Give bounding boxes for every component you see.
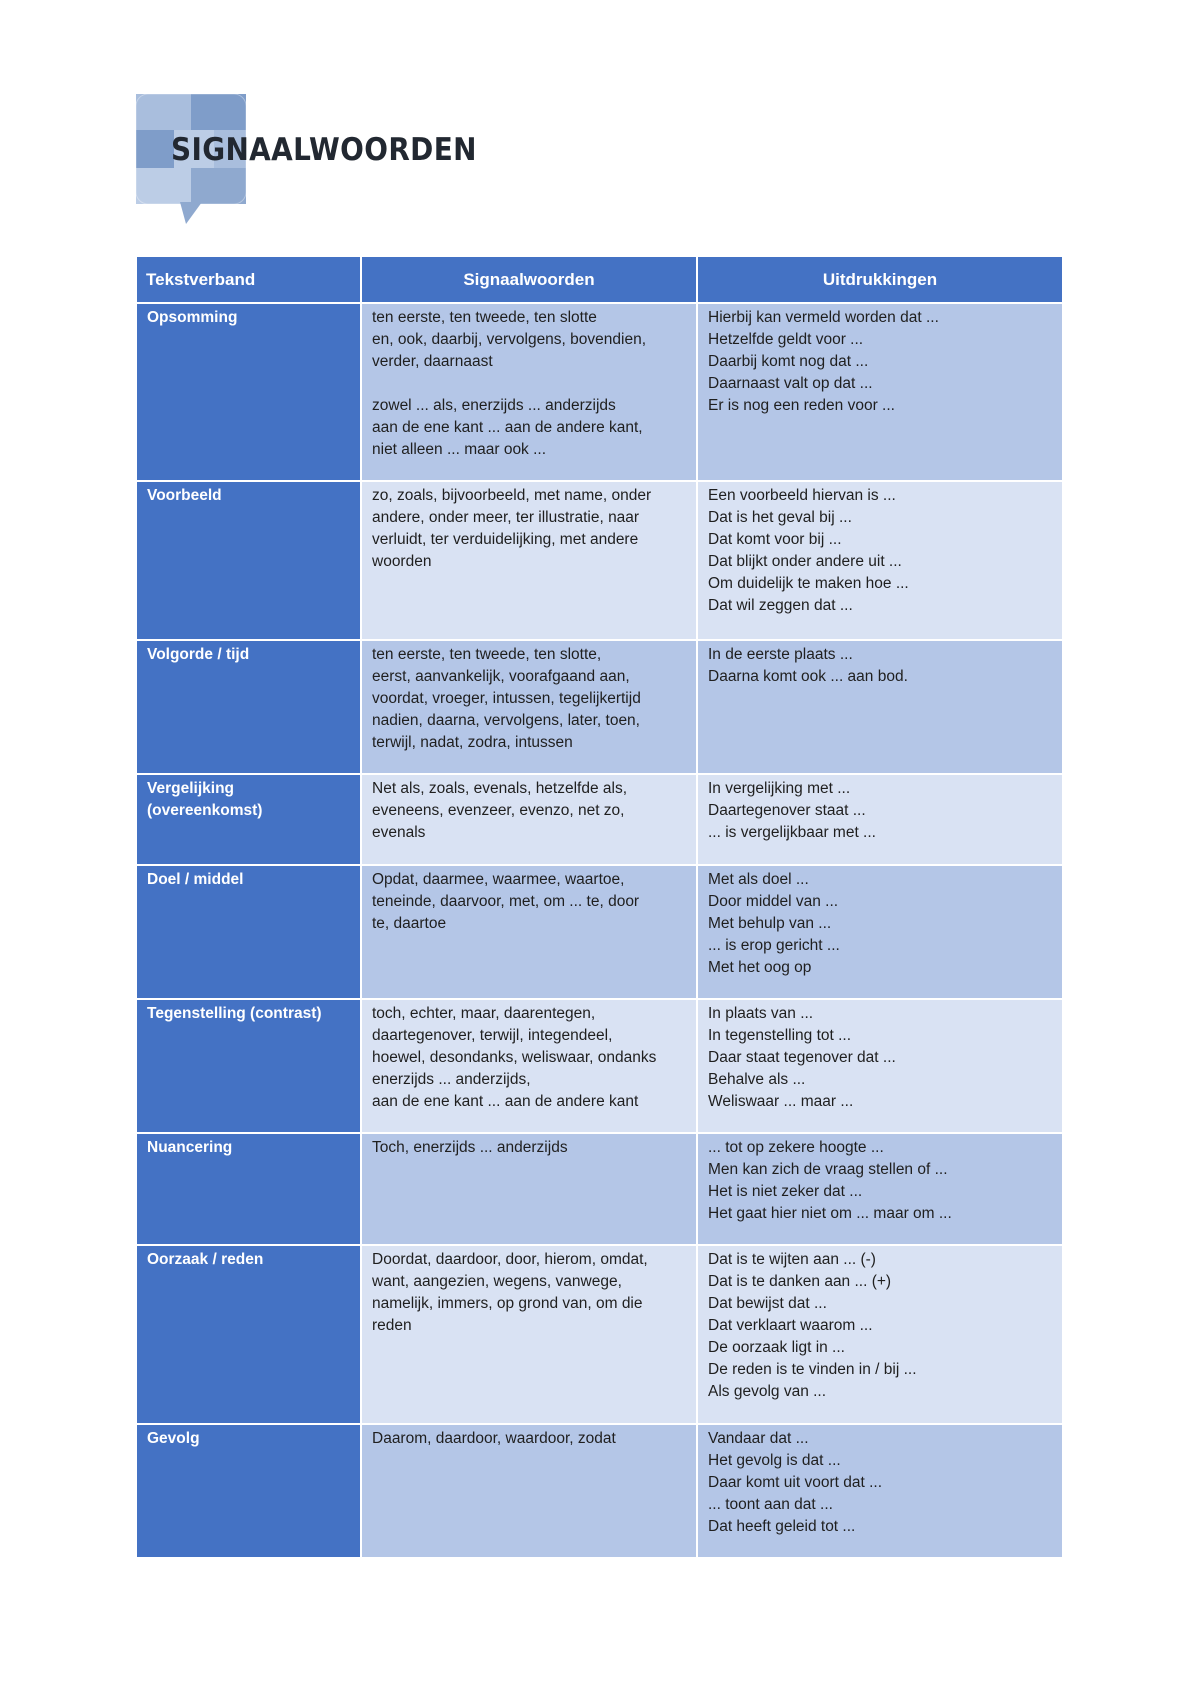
expression-line: Hierbij kan vermeld worden dat ... — [708, 309, 939, 326]
expression-line: Daartegenover staat ... — [708, 802, 866, 819]
signal-word-line: nadien, daarna, vervolgens, later, toen, — [372, 712, 640, 729]
expression-line: Dat komt voor bij ... — [708, 531, 842, 548]
signal-word-line: niet alleen ... maar ook ... — [372, 441, 547, 458]
expression-line: Het gevolg is dat ... — [708, 1452, 841, 1469]
signal-word-line: ten eerste, ten tweede, ten slotte — [372, 309, 597, 326]
row-label: Doel / middel — [137, 865, 361, 999]
signal-word-line: andere, onder meer, ter illustratie, naar — [372, 509, 640, 526]
signal-word-line: want, aangezien, wegens, vanwege, — [372, 1273, 622, 1290]
expression-line: Met als doel ... — [708, 871, 809, 888]
expression-line: Daar komt uit voort dat ... — [708, 1474, 883, 1491]
expressions-cell — [697, 999, 1062, 1133]
signal-word-line: zo, zoals, bijvoorbeeld, met name, onder — [372, 487, 652, 504]
row-label: Opsomming — [137, 303, 361, 481]
signal-word-line: eerst, aanvankelijk, voorafgaand aan, — [372, 668, 630, 685]
row-label: Vergelijking (overeenkomst) — [137, 774, 361, 865]
expressions-cell — [697, 640, 1062, 774]
signal-words-cell — [361, 1424, 697, 1558]
expression-line: Dat wil zeggen dat ... — [708, 597, 853, 614]
row-label: Gevolg — [137, 1424, 361, 1558]
expression-line: Om duidelijk te maken hoe ... — [708, 575, 909, 592]
signal-word-line: hoewel, desondanks, weliswaar, ondanks — [372, 1049, 657, 1066]
signal-words-cell — [361, 303, 697, 481]
signal-words-cell — [361, 865, 697, 999]
signal-word-line: aan de ene kant ... aan de andere kant, — [372, 419, 643, 436]
expression-line: Daarna komt ook ... aan bod. — [708, 668, 908, 685]
expression-line: Dat bewijst dat ... — [708, 1295, 827, 1312]
signal-word-line: ten eerste, ten tweede, ten slotte, — [372, 646, 602, 663]
signal-words-cell — [361, 1245, 697, 1424]
expression-line: Weliswaar ... maar ... — [708, 1093, 854, 1110]
signal-word-line: Doordat, daardoor, door, hierom, omdat, — [372, 1251, 648, 1268]
expression-line: Door middel van ... — [708, 893, 839, 910]
row-label: Tegenstelling (contrast) — [137, 999, 361, 1133]
expression-line: Vandaar dat ... — [708, 1430, 809, 1447]
expression-line: ... toont aan dat ... — [708, 1496, 833, 1513]
expression-line: Dat is te danken aan ... (+) — [708, 1273, 892, 1290]
expression-line: Met het oog op — [708, 959, 812, 976]
signal-word-line: Daarom, daardoor, waardoor, zodat — [372, 1430, 616, 1447]
signal-word-line: aan de ene kant ... aan de andere kant — [372, 1093, 639, 1110]
expression-line: ... is erop gericht ... — [708, 937, 840, 954]
header-tekstverband: Tekstverband — [137, 257, 361, 303]
signal-word-line: teneinde, daarvoor, met, om ... te, door — [372, 893, 640, 910]
table-row — [137, 303, 1062, 481]
signal-word-line: voordat, vroeger, intussen, tegelijkertijd — [372, 690, 641, 707]
table-row — [137, 1245, 1062, 1424]
signal-word-line: eveneens, evenzeer, evenzo, net zo, — [372, 802, 625, 819]
signal-word-line: toch, echter, maar, daarentegen, — [372, 1005, 596, 1022]
table-row — [137, 774, 1062, 865]
expression-line: In tegenstelling tot ... — [708, 1027, 852, 1044]
signal-word-line: verder, daarnaast — [372, 353, 493, 370]
header-signaalwoorden: Signaalwoorden — [361, 257, 697, 303]
expressions-cell — [697, 303, 1062, 481]
expression-line: In de eerste plaats ... — [708, 646, 853, 663]
signal-word-line: en, ook, daarbij, vervolgens, bovendien, — [372, 331, 647, 348]
table-row — [137, 865, 1062, 999]
signal-word-line: Net als, zoals, evenals, hetzelfde als, — [372, 780, 628, 797]
expression-line: In vergelijking met ... — [708, 780, 851, 797]
row-label: Voorbeeld — [137, 481, 361, 640]
signal-word-line: evenals — [372, 824, 426, 841]
expression-line: Dat heeft geleid tot ... — [708, 1518, 856, 1535]
expression-line: Het is niet zeker dat ... — [708, 1183, 863, 1200]
signal-words-cell — [361, 481, 697, 640]
table-row — [137, 1424, 1062, 1558]
expression-line: Dat blijkt onder andere uit ... — [708, 553, 902, 570]
signal-words-cell — [361, 1133, 697, 1245]
expression-line: Het gaat hier niet om ... maar om ... — [708, 1205, 952, 1222]
signal-words-cell — [361, 774, 697, 865]
table-row — [137, 481, 1062, 640]
expression-line: In plaats van ... — [708, 1005, 814, 1022]
expression-line: ... is vergelijkbaar met ... — [708, 824, 876, 841]
signal-word-line: Toch, enerzijds ... anderzijds — [372, 1139, 568, 1156]
signal-word-line: reden — [372, 1317, 412, 1334]
table-row — [137, 999, 1062, 1133]
expression-line: ... tot op zekere hoogte ... — [708, 1139, 884, 1156]
logo — [136, 94, 477, 228]
expressions-cell — [697, 865, 1062, 999]
expression-line: Dat verklaart waarom ... — [708, 1317, 873, 1334]
expression-line: Daarnaast valt op dat ... — [708, 375, 873, 392]
expressions-cell — [697, 774, 1062, 865]
row-label: Oorzaak / reden — [137, 1245, 361, 1424]
expressions-cell — [697, 1245, 1062, 1424]
table-row — [137, 1133, 1062, 1245]
expression-line: Een voorbeeld hiervan is ... — [708, 487, 896, 504]
expression-line: Daarbij komt nog dat ... — [708, 353, 869, 370]
table-header-row — [137, 257, 1062, 303]
expression-line: Dat is te wijten aan ... (-) — [708, 1251, 876, 1268]
signal-word-line: verluidt, ter verduidelijking, met andere — [372, 531, 639, 548]
table-row — [137, 640, 1062, 774]
signal-word-line: Opdat, daarmee, waarmee, waartoe, — [372, 871, 625, 888]
expressions-cell — [697, 1133, 1062, 1245]
expression-line: De reden is te vinden in / bij ... — [708, 1361, 917, 1378]
signal-words-table — [137, 257, 1062, 1559]
row-label: Volgorde / tijd — [137, 640, 361, 774]
logo-text: SIGNAALWOORDEN — [171, 132, 477, 168]
signal-words-cell — [361, 640, 697, 774]
expression-line: Als gevolg van ... — [708, 1383, 827, 1400]
signal-word-line: terwijl, nadat, zodra, intussen — [372, 734, 573, 751]
signal-word-line: woorden — [372, 553, 432, 570]
expression-line: Met behulp van ... — [708, 915, 832, 932]
signal-word-line: daartegenover, terwijl, integendeel, — [372, 1027, 613, 1044]
expressions-cell — [697, 1424, 1062, 1558]
expression-line: De oorzaak ligt in ... — [708, 1339, 845, 1356]
expression-line: Hetzelfde geldt voor ... — [708, 331, 864, 348]
expressions-cell — [697, 481, 1062, 640]
row-label: Nuancering — [137, 1133, 361, 1245]
signal-word-line — [372, 373, 687, 395]
signal-word-line: namelijk, immers, op grond van, om die — [372, 1295, 643, 1312]
expression-line: Er is nog een reden voor ... — [708, 397, 895, 414]
expression-line: Men kan zich de vraag stellen of ... — [708, 1161, 948, 1178]
header-uitdrukkingen: Uitdrukkingen — [697, 257, 1062, 303]
signal-word-line: te, daartoe — [372, 915, 447, 932]
expression-line: Daar staat tegenover dat ... — [708, 1049, 896, 1066]
signal-words-cell — [361, 999, 697, 1133]
expression-line: Dat is het geval bij ... — [708, 509, 852, 526]
signal-word-line: zowel ... als, enerzijds ... anderzijds — [372, 397, 616, 414]
expression-line: Behalve als ... — [708, 1071, 806, 1088]
signal-word-line: enerzijds ... anderzijds, — [372, 1071, 531, 1088]
